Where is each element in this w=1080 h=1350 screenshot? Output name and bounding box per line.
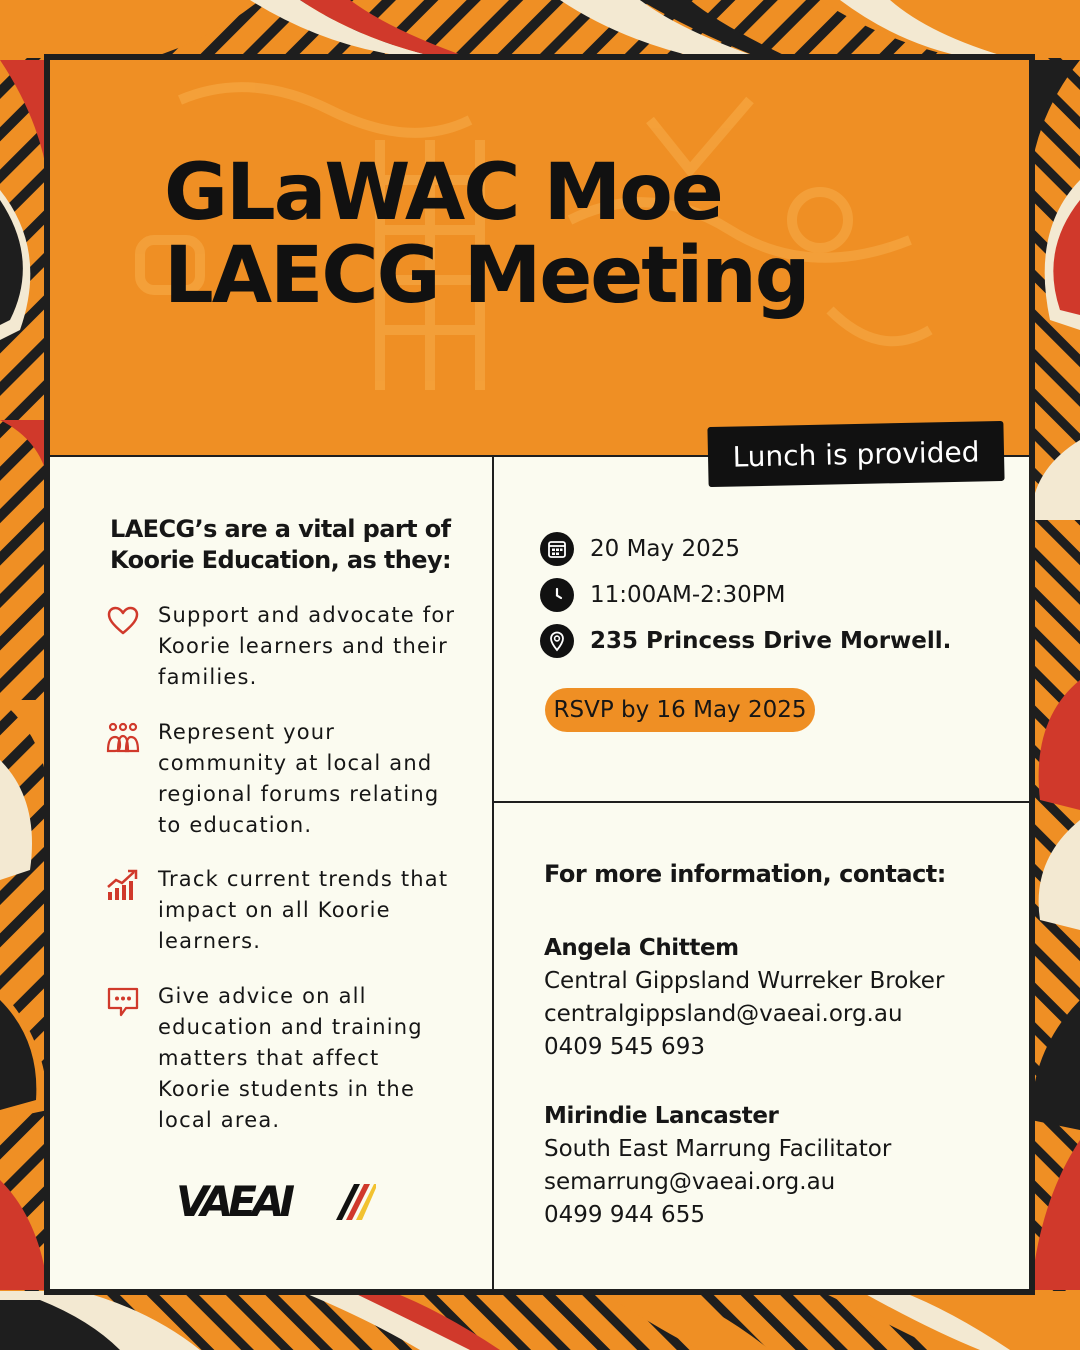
- contact-email[interactable]: centralgippsland@vaeai.org.au: [544, 1001, 903, 1027]
- vaeai-logo: [176, 1178, 376, 1224]
- contact-phone[interactable]: 0409 545 693: [544, 1034, 705, 1060]
- location-row: [540, 624, 951, 658]
- contact-person-2: [544, 1100, 891, 1232]
- point-text: Support and advocate for Koorie learners and their families.: [158, 603, 456, 689]
- event-location: 235 Princess Drive Morwell.: [590, 628, 952, 654]
- contact-email[interactable]: semarrung@vaeai.org.au: [544, 1169, 836, 1195]
- location-pin-icon: [540, 624, 574, 658]
- title-line-1: GLaWAC Moe: [164, 148, 722, 238]
- time-row: [540, 578, 786, 612]
- point-text: Give advice on all education and training matters that affect Koorie students in the local area.: [158, 984, 423, 1132]
- calendar-icon: [540, 532, 574, 566]
- intro-line-2: Koorie Education, as they:: [110, 546, 451, 574]
- contact-heading: For more information, contact:: [544, 860, 946, 888]
- point-text: Represent your community at local and regional forums relating to education.: [158, 720, 440, 837]
- intro-line-1: LAECG’s are a vital part of: [110, 515, 451, 543]
- intro-text: [110, 514, 470, 576]
- contact-name: Angela Chittem: [544, 935, 739, 961]
- date-row: [540, 532, 740, 566]
- logo-text: VAEAI: [176, 1178, 290, 1224]
- column-divider: [492, 455, 494, 1291]
- lunch-badge: Lunch is provided: [707, 421, 1004, 487]
- header-banner: [50, 60, 1029, 457]
- contact-role: Central Gippsland Wurreker Broker: [544, 968, 945, 994]
- section-divider: [492, 801, 1031, 803]
- content-panel: [48, 58, 1031, 1291]
- event-time: 11:00AM-2:30PM: [590, 582, 786, 608]
- clock-icon: [540, 578, 574, 612]
- page-title: [164, 148, 809, 321]
- title-line-2: LAECG Meeting: [164, 231, 809, 321]
- point-text: Track current trends that impact on all Koorie learners.: [158, 867, 449, 953]
- trend-chart-icon: [106, 868, 140, 902]
- heart-icon: [106, 604, 140, 638]
- contact-person-1: [544, 932, 944, 1064]
- chat-bubble-icon: [106, 985, 140, 1019]
- contact-name: Mirindie Lancaster: [544, 1103, 779, 1129]
- contact-role: South East Marrung Facilitator: [544, 1136, 892, 1162]
- contact-phone[interactable]: 0499 944 655: [544, 1202, 705, 1228]
- rsvp-badge: RSVP by 16 May 2025: [545, 688, 815, 732]
- community-icon: [106, 721, 140, 755]
- event-date: 20 May 2025: [590, 536, 740, 562]
